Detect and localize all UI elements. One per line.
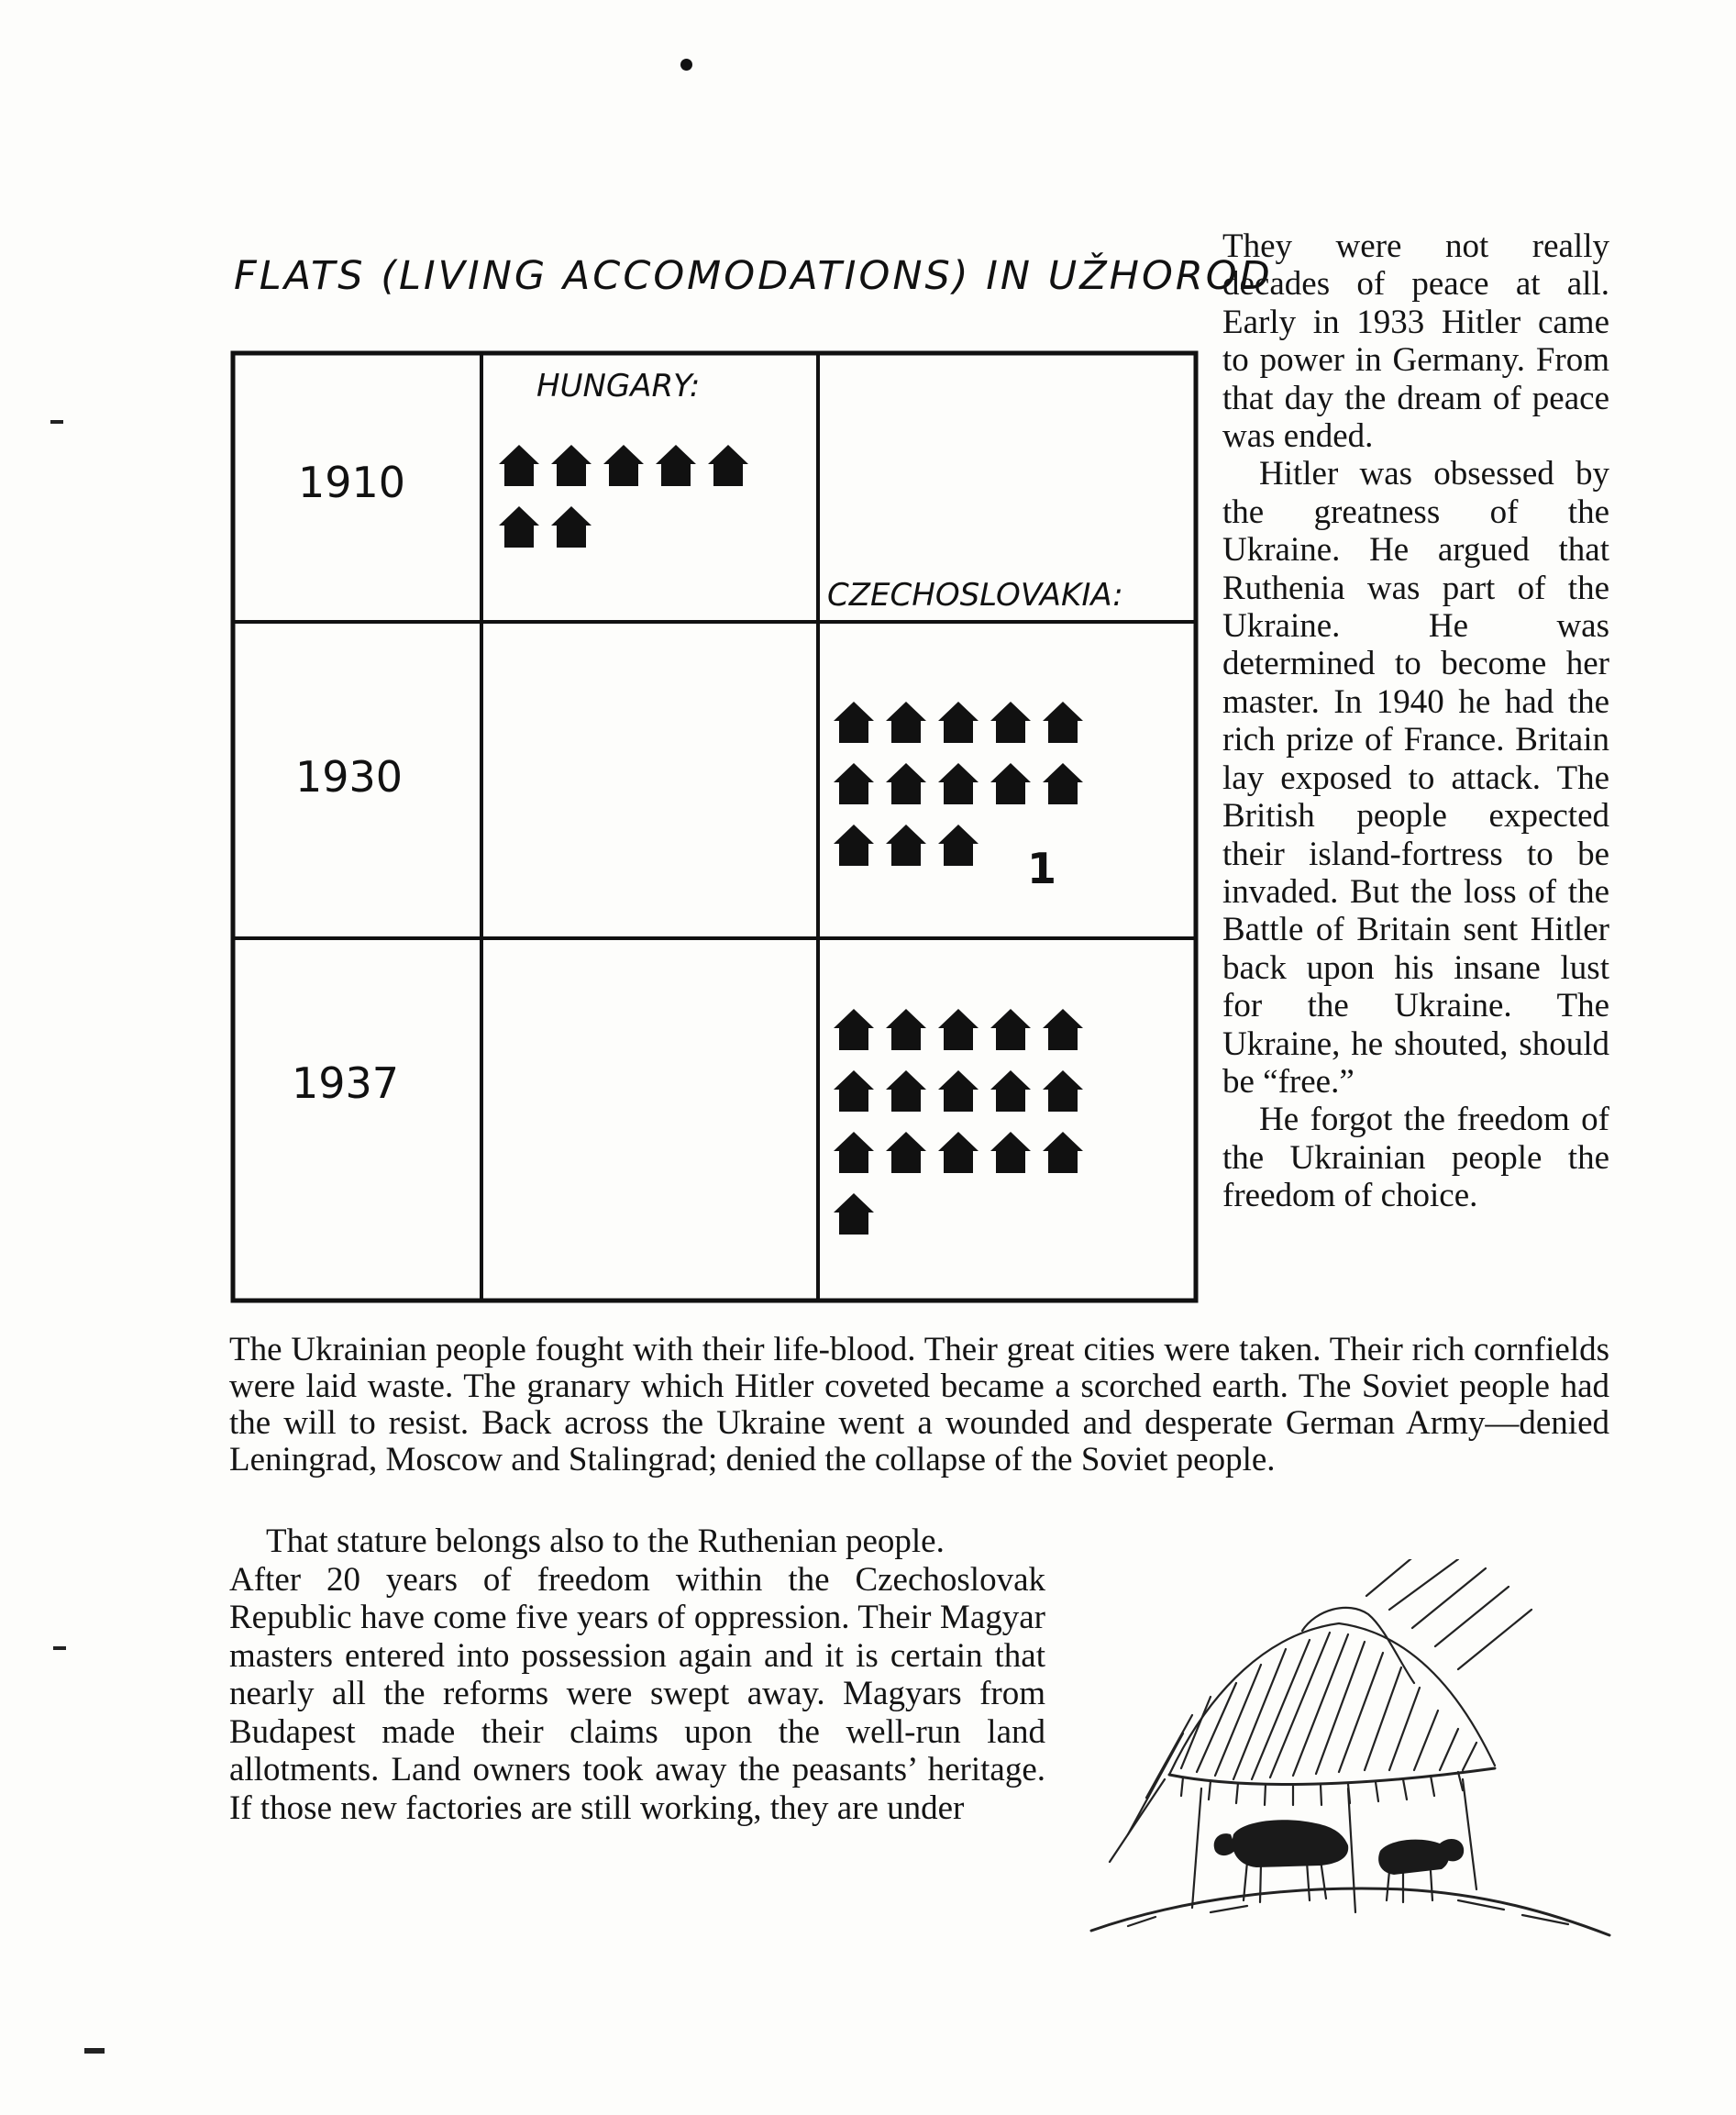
paragraph: Hitler was obsessed by the greatness of the Ukraine. He argued that Ruthenia was part of the Ukraine. He was determined to become her master. In 1940 he had the rich prize of France. Britain lay exposed to attack. The British people expected their island-fortress to be invaded. But the loss of the Battle of Britain sent Hitler back upon his insane lust for the Ukraine. The Ukraine, he shouted, should be “free.” <box>1222 455 1609 1101</box>
house-icon <box>1043 763 1083 804</box>
year-label-1930: 1930 <box>295 752 404 802</box>
house-icon <box>834 1193 874 1235</box>
house-icon <box>938 1009 979 1050</box>
house-icon <box>656 445 696 486</box>
house-icon <box>499 445 539 486</box>
house-icon <box>938 825 979 866</box>
cow <box>1233 1820 1348 1867</box>
col-header-czechoslovakia: CZECHOSLOVAKIA: <box>827 577 1123 614</box>
calf <box>1378 1840 1449 1875</box>
margin-mark <box>53 1646 66 1650</box>
house-icon <box>499 506 539 548</box>
house-icon <box>1043 1009 1083 1050</box>
house-icon <box>886 1009 926 1050</box>
house-icon <box>938 763 979 804</box>
paragraph: That stature belongs also to the Ruthenian people. <box>266 1523 945 1560</box>
house-icon <box>938 1070 979 1112</box>
post <box>1192 1788 1201 1908</box>
post <box>1348 1788 1355 1912</box>
margin-mark <box>84 2048 105 2054</box>
year-label-1910: 1910 <box>298 458 406 507</box>
house-icon <box>834 1009 874 1050</box>
house-icon <box>990 1070 1031 1112</box>
house-icon <box>834 825 874 866</box>
chart-title: FLATS (LIVING ACCOMODATIONS) IN UŽHOROD <box>234 253 1273 299</box>
house-icon <box>1043 1132 1083 1173</box>
pictogram-table <box>229 349 1201 1316</box>
roof-peak <box>1302 1608 1414 1683</box>
year-label-1937: 1937 <box>292 1058 400 1108</box>
wide-paragraph: The Ukrainian people fought with their life-blood. Their great cities were taken. Their rich cornfields were laid waste. The granary which Hitler coveted became a scorched earth. The Soviet people had the will to resist. Back across the Ukraine went a wounded and desperate German Army—denied Leningrad, Moscow and Stalingrad; denied the collapse of the Soviet people. <box>229 1331 1609 1478</box>
house-icon <box>551 445 592 486</box>
house-icon <box>1043 1070 1083 1112</box>
remainder-label: 1 <box>1027 844 1057 893</box>
house-icon <box>834 702 874 743</box>
ground <box>1091 1888 1609 1935</box>
house-icon <box>938 1132 979 1173</box>
house-icon <box>886 1070 926 1112</box>
house-icon <box>603 445 644 486</box>
house-icon <box>834 763 874 804</box>
house-icon <box>938 702 979 743</box>
house-icon <box>886 763 926 804</box>
page-dot <box>680 59 692 71</box>
calf-legs <box>1387 1871 1432 1902</box>
house-icon <box>1043 702 1083 743</box>
paragraph: They were not really decades of peace at all. Early in 1933 Hitler came to power in Germany. From that day the dream of peace was ended. <box>1222 227 1609 456</box>
house-icon <box>886 702 926 743</box>
house-icon <box>990 1132 1031 1173</box>
paragraph: After 20 years of freedom within the Czechoslovak Republic have come five years of oppression. Their Magyar masters entered into possession again and it is certain that nearly all the reforms were swept away. Magyars from Budapest made their claims upon the well-run land allotments. Land owners took away the peasants’ heritage. If those new factories are still working, they are under <box>229 1560 1045 1827</box>
thatched-shelter-illustration <box>1073 1559 1614 1944</box>
paragraph: He forgot the freedom of the Ukrainian people the freedom of choice. <box>1222 1101 1609 1215</box>
margin-mark <box>50 420 63 424</box>
house-icon <box>990 763 1031 804</box>
right-column <box>1222 227 1609 1215</box>
house-icons <box>499 445 1083 1235</box>
house-icon <box>990 1009 1031 1050</box>
house-icon <box>990 702 1031 743</box>
house-icon <box>834 1132 874 1173</box>
house-icon <box>708 445 748 486</box>
roof-outline <box>1169 1623 1495 1775</box>
col-header-hungary: HUNGARY: <box>536 368 701 404</box>
house-icon <box>551 506 592 548</box>
post <box>1463 1779 1476 1889</box>
house-icon <box>886 825 926 866</box>
house-icon <box>834 1070 874 1112</box>
left-column <box>229 1523 1045 1827</box>
house-icon <box>886 1132 926 1173</box>
cow-head <box>1214 1833 1236 1855</box>
